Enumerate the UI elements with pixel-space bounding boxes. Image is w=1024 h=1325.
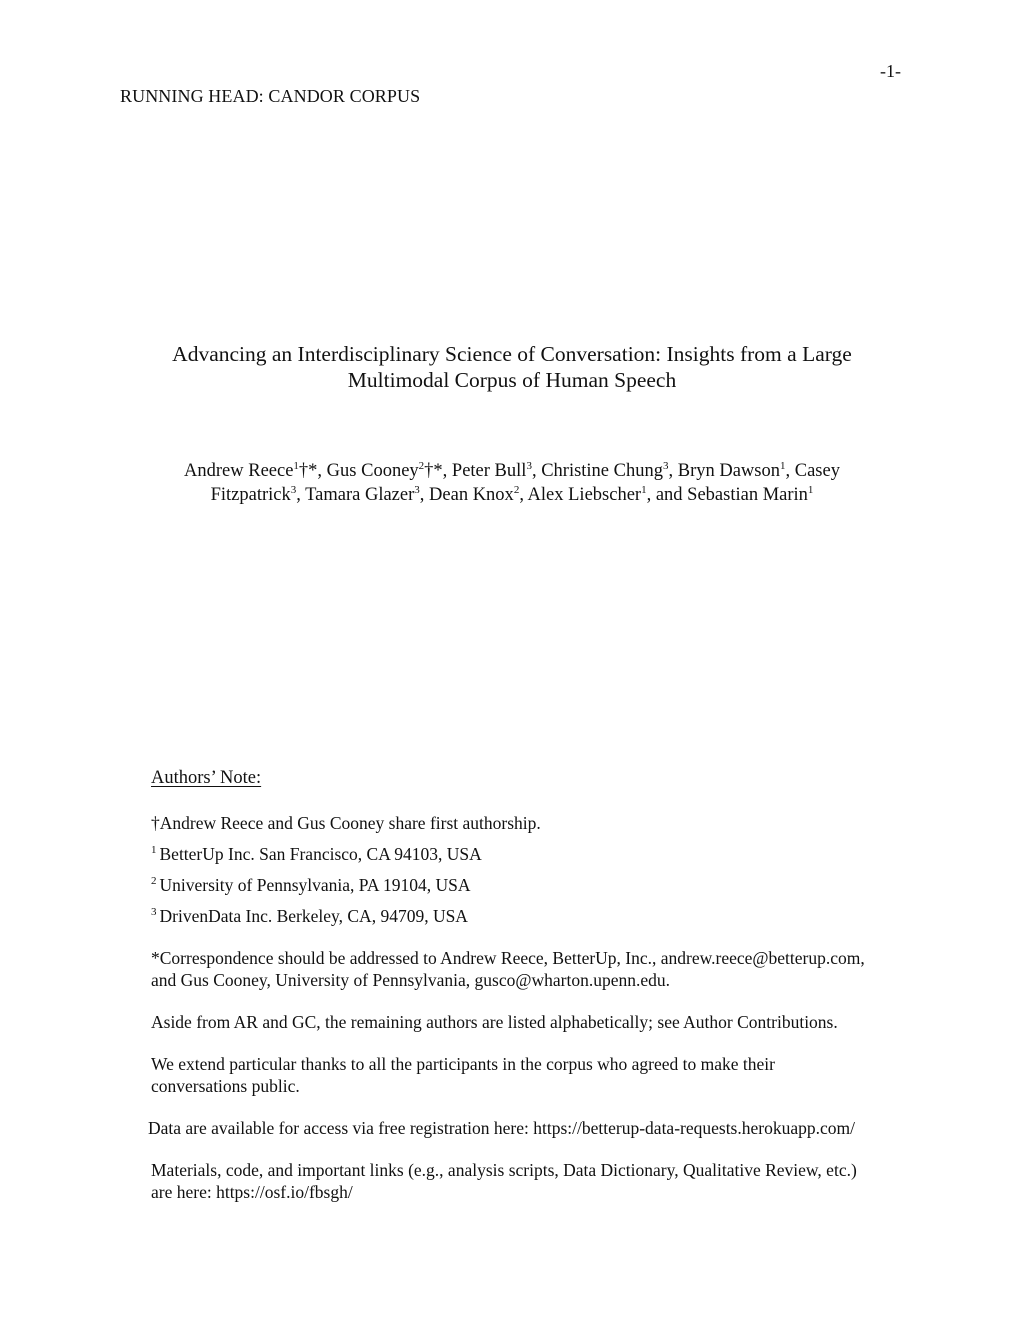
page-number: -1-: [880, 61, 901, 81]
author-name: Dean Knox: [429, 485, 514, 505]
author-affiliation-sup: 3: [414, 483, 420, 496]
author-list: [0, 459, 1024, 507]
author-line-2: Fitzpatrick$^3$, Tamara Glazer$^3$, Dean Knox$^2$, Alex Liebscher$^1$, and Sebastian Marin$^1$: [210, 483, 814, 505]
running-head: RUNNING HEAD: CANDOR CORPUS: [120, 86, 421, 106]
authors-note-heading: Authors’ Note:: [151, 768, 262, 788]
title-line-2: Multimodal Corpus of Human Speech: [347, 368, 677, 392]
materials-line-2: are here: https://osf.io/fbsgh/: [151, 1182, 353, 1202]
author-order-note: Aside from AR and GC, the remaining authors are listed alphabetically; see Author Contributions.: [151, 1012, 838, 1032]
affiliation-text: BetterUp Inc. San Francisco, CA 94103, USA: [159, 844, 482, 864]
affiliation-sup: 3: [151, 906, 157, 919]
paper-title: [0, 341, 1024, 393]
author-affiliation-sup: 3: [662, 459, 669, 472]
author-name: Alex Liebscher: [527, 485, 642, 505]
correspondence-line-1: *Correspondence should be addressed to Andrew Reece, BetterUp, Inc., andrew.reece@betterup.com,: [151, 948, 865, 968]
affiliation-text: DrivenData Inc. Berkeley, CA, 94709, USA: [159, 906, 468, 926]
affiliation-sup: 1: [151, 844, 157, 857]
author-name: Bryn Dawson: [677, 461, 780, 481]
affiliation-2: [151, 874, 470, 896]
author-name: Gus Cooney: [326, 461, 419, 481]
author-name: Christine Chung: [541, 461, 663, 481]
author-affiliation-sup: 3: [526, 459, 532, 472]
affiliation-sup: 2: [151, 875, 157, 888]
first-authorship-note: †Andrew Reece and Gus Cooney share first authorship.: [151, 813, 541, 833]
affiliation-1: [151, 843, 482, 865]
materials-line-1: Materials, code, and important links (e.g., analysis scripts, Data Dictionary, Qualitative Review, etc.): [151, 1160, 857, 1180]
author-affiliation-sup: 1: [641, 483, 647, 496]
thanks-line-2: conversations public.: [151, 1076, 300, 1096]
author-mark: †*: [424, 461, 443, 481]
thanks-line-1: We extend particular thanks to all the participants in the corpus who agreed to make their: [151, 1054, 776, 1074]
affiliation-3: [151, 905, 468, 927]
author-name: Peter Bull: [451, 461, 527, 481]
author-line-1: Andrew Reece$^1$†*, Gus Cooney$^2$†*, Peter Bull$^3$, Christine Chung$^3$, Bryn Dawson$^1$, Casey: [184, 459, 840, 481]
author-affiliation-sup: 2: [513, 483, 520, 496]
affiliation-text: University of Pennsylvania, PA 19104, USA: [159, 875, 471, 895]
title-line-1: Advancing an Interdisciplinary Science of Conversation: Insights from a Large: [172, 342, 852, 366]
author-affiliation-sup: 1: [780, 459, 786, 472]
thanks-note: [151, 1053, 921, 1097]
data-availability-note: Data are available for access via free registration here: https://betterup-data-requests.herokuapp.com/: [148, 1118, 855, 1138]
author-affiliation-sup: 1: [807, 483, 814, 496]
author-affiliation-sup: 2: [418, 459, 425, 472]
author-name: Sebastian Marin: [687, 485, 808, 505]
author-mark: †*: [298, 461, 318, 481]
author-affiliation-sup: 1: [293, 459, 299, 472]
author-name: Fitzpatrick: [210, 485, 291, 505]
correspondence-line-2: and Gus Cooney, University of Pennsylvania, gusco@wharton.upenn.edu.: [151, 970, 670, 990]
author-name: Casey: [794, 461, 840, 481]
correspondence-note: [151, 947, 921, 991]
author-name: Tamara Glazer: [305, 485, 415, 505]
author-affiliation-sup: 3: [290, 483, 297, 496]
materials-note: [151, 1159, 921, 1203]
author-name: Andrew Reece: [184, 461, 294, 481]
